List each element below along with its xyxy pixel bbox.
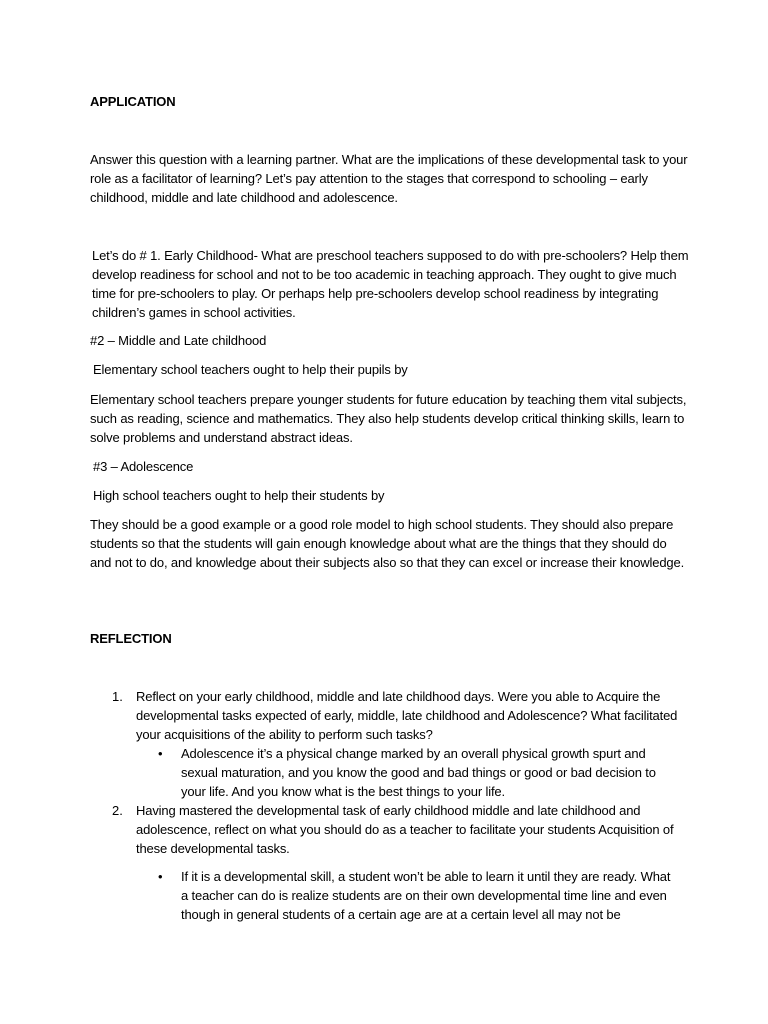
bullet-icon: • (158, 746, 163, 761)
adolescence-prompt: High school teachers ought to help their students by (93, 488, 385, 503)
reflection-answer-1: Adolescence it’s a physical change marked by an overall physical growth spurt and sexual maturation, and you know the good and bad things or good or bad decision to your life. And you know what is the best things to your life. (181, 746, 656, 799)
reflection-item-number: 1. (112, 689, 123, 704)
adolescence-heading: #3 – Adolescence (93, 459, 194, 474)
early-childhood-paragraph: Let’s do # 1. Early Childhood- What are preschool teachers supposed to do with pre-schoolers? Help them develop readiness for school and not to be too academic in teaching approach. They ought to give much time for pre-schoolers to play. Or perhaps help pre-schoolers develop school readiness by integrating children’s games in school activities. (92, 248, 689, 320)
application-heading: APPLICATION (90, 94, 176, 109)
middle-late-childhood-prompt: Elementary school teachers ought to help their pupils by (93, 362, 408, 377)
reflection-question-1: Reflect on your early childhood, middle and late childhood days. Were you able to Acquire the developmental tasks expected of early, middle, late childhood and Adolescence? What facilitated your acquisitions of the ability to perform such tasks? (136, 689, 678, 742)
reflection-answer-2: If it is a developmental skill, a student won’t be able to learn it until they are ready. What a teacher can do is realize students are on their own developmental time line and even though in general students of a certain age are at a certain level all may not be (181, 869, 671, 922)
application-intro-paragraph: Answer this question with a learning partner. What are the implications of these developmental task to your role as a facilitator of learning? Let’s pay attention to the stages that correspond to schooling – early childhood, middle and late childhood and adolescence. (90, 152, 688, 205)
middle-late-childhood-answer: Elementary school teachers prepare younger students for future education by teaching them vital subjects, such as reading, science and mathematics. They also help students develop critical thinking skills, learn to solve problems and understand abstract ideas. (90, 392, 687, 445)
reflection-item-number: 2. (112, 803, 123, 818)
adolescence-answer: They should be a good example or a good role model to high school students. They should also prepare students so that the students will gain enough knowledge about what are the things that they should do and not to do, and knowledge about their subjects also so that they can excel or increase their knowledge. (90, 517, 685, 570)
bullet-icon: • (158, 869, 163, 884)
middle-late-childhood-heading: #2 – Middle and Late childhood (90, 333, 267, 348)
reflection-heading: REFLECTION (90, 631, 172, 646)
reflection-question-2: Having mastered the developmental task of early childhood middle and late childhood and adolescence, reflect on what you should do as a teacher to facilitate your students Acquisition of these developmental tasks. (136, 803, 674, 856)
